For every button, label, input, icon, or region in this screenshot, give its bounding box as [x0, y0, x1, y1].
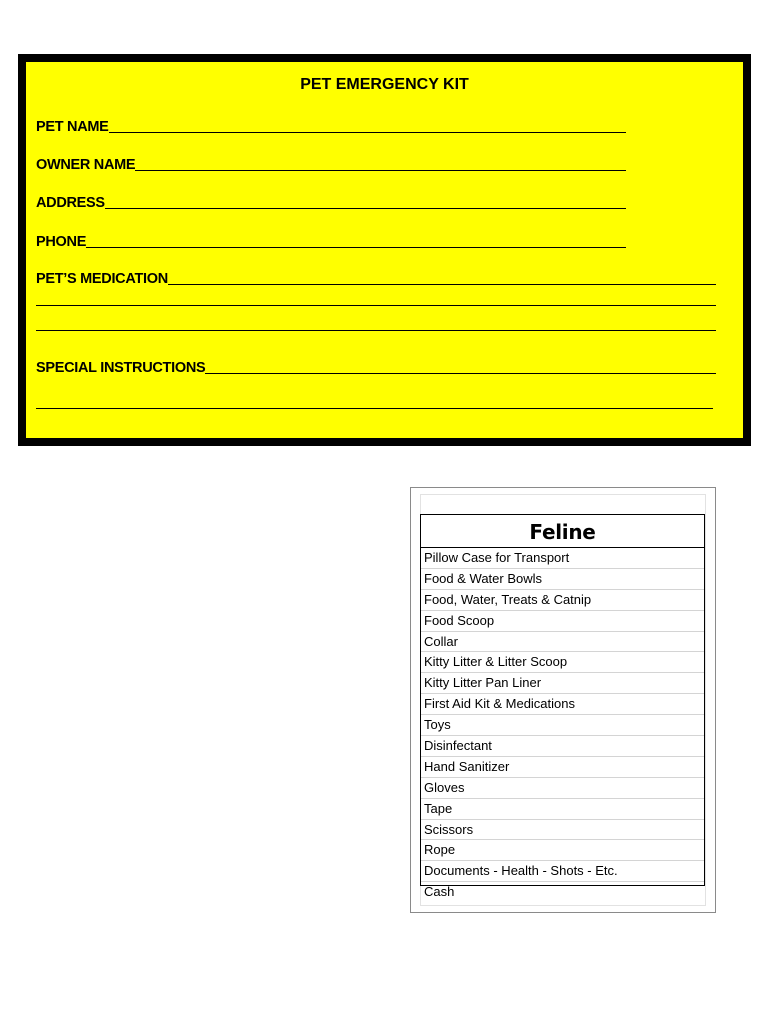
special-instructions-field[interactable]	[36, 360, 716, 376]
list-item: Kitty Litter Pan Liner	[421, 673, 704, 694]
list-item: Disinfectant	[421, 736, 704, 757]
pet-name-line[interactable]	[109, 132, 626, 133]
address-field[interactable]	[36, 195, 626, 211]
list-item: Hand Sanitizer	[421, 757, 704, 778]
card-title: PET EMERGENCY KIT	[300, 76, 469, 93]
owner-name-line[interactable]	[135, 170, 626, 171]
medication-field[interactable]	[36, 271, 716, 287]
list-item: Food & Water Bowls	[421, 569, 704, 590]
card-body	[26, 62, 743, 438]
list-item: Documents - Health - Shots - Etc.	[421, 861, 704, 882]
pet-name-label: PET NAME	[36, 119, 109, 135]
list-item: Gloves	[421, 778, 704, 799]
list-item: Toys	[421, 715, 704, 736]
owner-name-field[interactable]	[36, 157, 626, 173]
list-item: First Aid Kit & Medications	[421, 694, 704, 715]
phone-field[interactable]	[36, 234, 626, 250]
list-item: Cash	[424, 884, 455, 900]
medication-line-3[interactable]	[36, 330, 716, 331]
phone-label: PHONE	[36, 234, 87, 250]
feline-checklist	[420, 514, 705, 900]
pet-name-field[interactable]	[36, 119, 626, 135]
special-instructions-line-2[interactable]	[36, 408, 713, 409]
medication-label: PET’S MEDICATION	[36, 271, 168, 287]
medication-line-2[interactable]	[36, 305, 716, 306]
list-item: Rope	[421, 840, 704, 861]
list-item: Pillow Case for Transport	[421, 548, 704, 569]
list-item: Scissors	[421, 820, 704, 841]
medication-line[interactable]	[168, 284, 716, 285]
checklist-items	[421, 548, 704, 902]
phone-line[interactable]	[86, 247, 626, 248]
list-item: Tape	[421, 799, 704, 820]
address-line[interactable]	[105, 208, 626, 209]
list-item: Food Scoop	[421, 611, 704, 632]
owner-name-label: OWNER NAME	[36, 157, 136, 173]
list-item: Food, Water, Treats & Catnip	[421, 590, 704, 611]
checklist-title: Feline	[421, 515, 704, 548]
address-label: ADDRESS	[36, 195, 105, 211]
list-item: Kitty Litter & Litter Scoop	[421, 652, 704, 673]
list-item: Collar	[421, 632, 704, 653]
pet-emergency-card	[18, 54, 751, 446]
special-instructions-line[interactable]	[205, 373, 716, 374]
special-instructions-label: SPECIAL INSTRUCTIONS	[36, 360, 206, 376]
